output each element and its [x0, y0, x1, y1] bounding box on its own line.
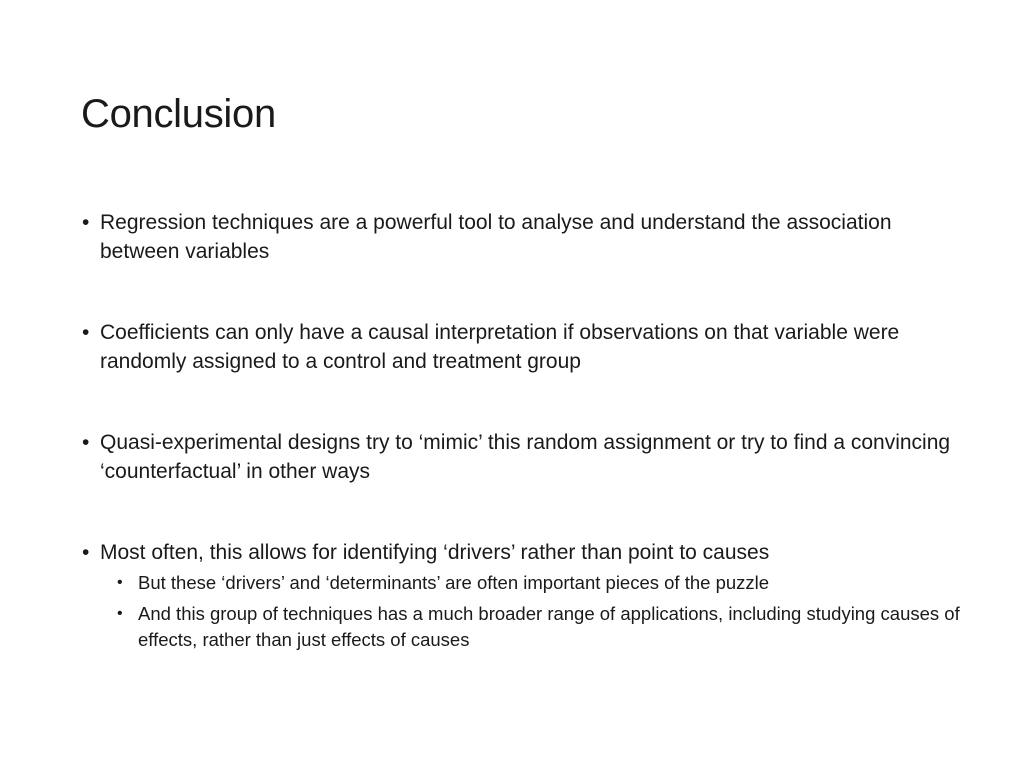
- sub-bullet-list: [100, 570, 962, 653]
- sub-bullet-dot-icon: •: [117, 605, 123, 622]
- bullet-text: Quasi-experimental designs try to ‘mimic’ this random assignment or try to find a convincing ‘counterfactual’ in other ways: [100, 431, 951, 483]
- sub-bullet-item: [100, 601, 962, 653]
- bullet-item-drivers: [82, 538, 962, 653]
- bullet-item-regression: [82, 208, 962, 266]
- bullet-dot-icon: •: [82, 431, 90, 454]
- slide-title: Conclusion: [81, 92, 276, 136]
- sub-bullet-text: But these ‘drivers’ and ‘determinants’ are often important pieces of the puzzle: [138, 572, 770, 593]
- bullet-text: Coefficients can only have a causal interpretation if observations on that variable were randomly assigned to a control and treatment group: [100, 321, 900, 373]
- bullet-item-coefficients: [82, 318, 962, 376]
- sub-bullet-text: And this group of techniques has a much broader range of applications, including studying causes of effects, rather than just effects of causes: [138, 603, 960, 650]
- bullet-text: Most often, this allows for identifying ‘drivers’ rather than point to causes: [100, 541, 770, 564]
- bullet-list: [82, 208, 962, 658]
- bullet-dot-icon: •: [82, 541, 90, 564]
- sub-bullet-dot-icon: •: [117, 574, 123, 591]
- bullet-text: Regression techniques are a powerful tool to analyse and understand the association between variables: [100, 211, 892, 263]
- bullet-item-quasi-experimental: [82, 428, 962, 486]
- bullet-dot-icon: •: [82, 211, 90, 234]
- sub-bullet-item: [100, 570, 962, 596]
- bullet-dot-icon: •: [82, 321, 90, 344]
